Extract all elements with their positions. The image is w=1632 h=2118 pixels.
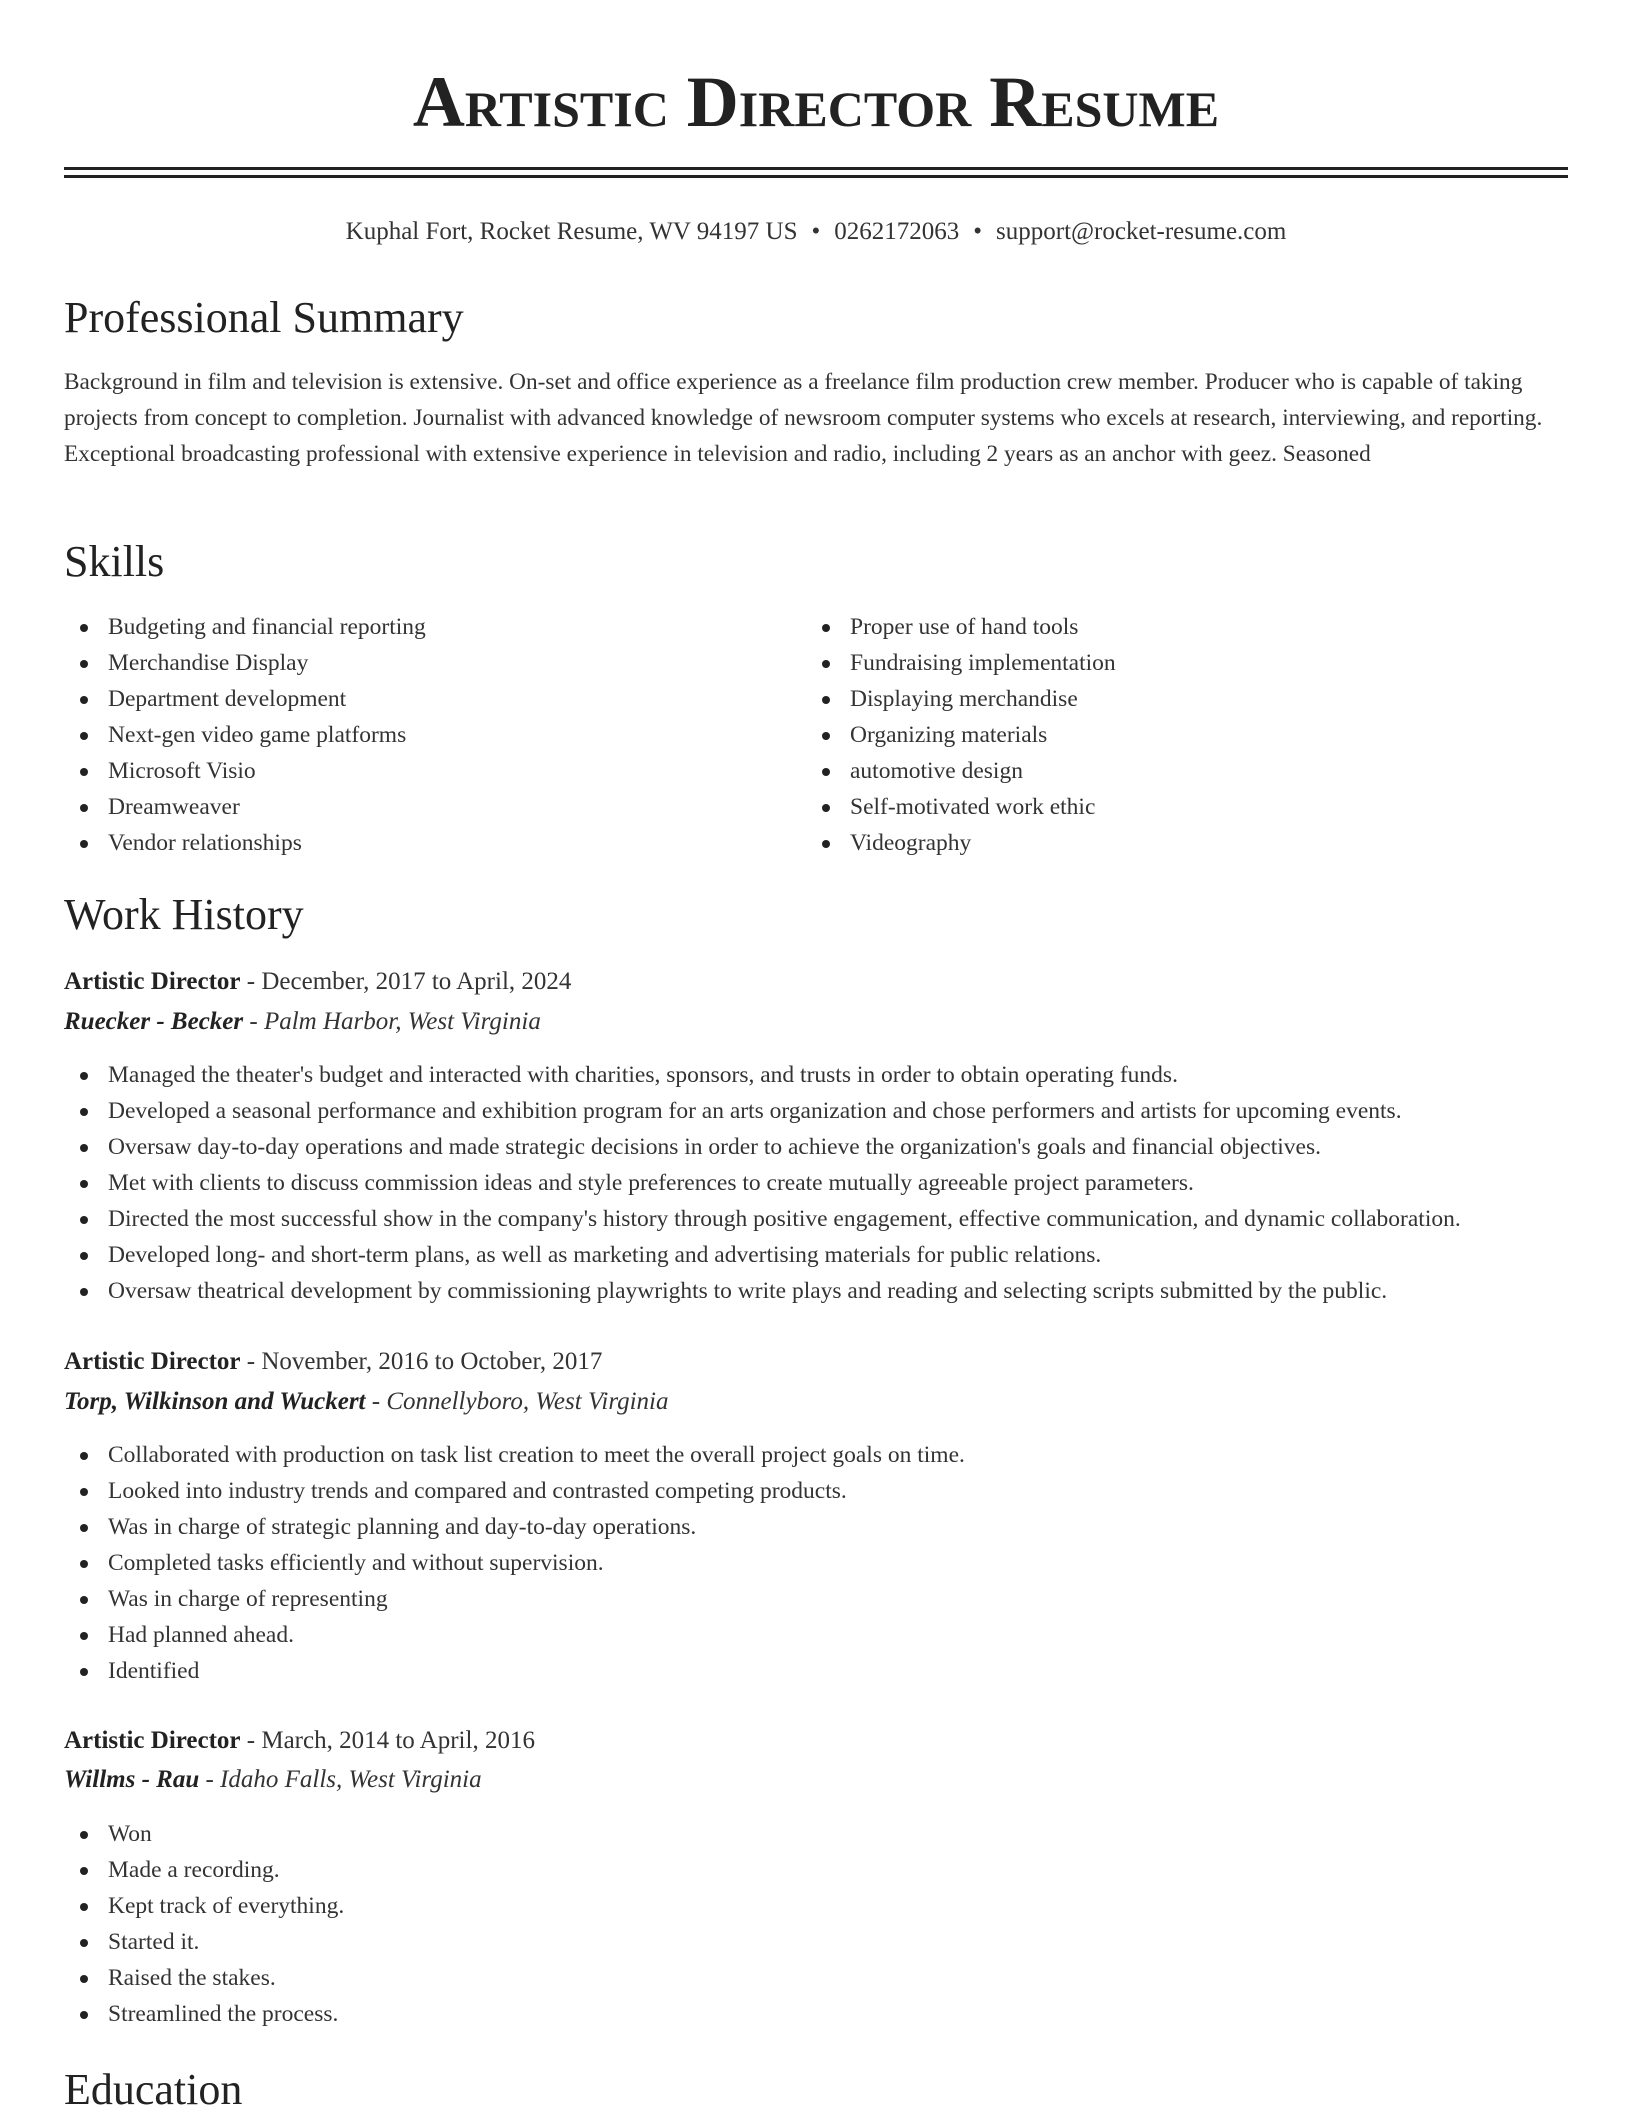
job-title: Artistic Director: [64, 1348, 241, 1375]
job-location: - Idaho Falls, West Virginia: [205, 1766, 482, 1793]
job-dates: - December, 2017 to April, 2024: [246, 968, 572, 995]
job-duty: Won: [64, 1816, 344, 1852]
job-company-line: [64, 1004, 541, 1040]
skill-item: automotive design: [806, 753, 1116, 789]
job-company-line: [64, 1384, 669, 1420]
skill-item: Vendor relationships: [64, 825, 426, 861]
skill-item: Dreamweaver: [64, 789, 426, 825]
job-location: - Palm Harbor, West Virginia: [249, 1008, 541, 1035]
skill-item: Displaying merchandise: [806, 681, 1116, 717]
skill-item: Organizing materials: [806, 717, 1116, 753]
contact-separator: •: [973, 218, 983, 245]
job-duty: Directed the most successful show in the company's history through positive engagement, effective communication, and dynamic collaboration.: [64, 1201, 1461, 1237]
skills-heading: Skills: [64, 537, 165, 586]
contact-separator: •: [811, 218, 821, 245]
job-duty: Made a recording.: [64, 1852, 344, 1888]
job-duty: Was in charge of representing: [64, 1581, 965, 1617]
job-duty: Oversaw day-to-day operations and made strategic decisions in order to achieve the organization's goals and financial objectives.: [64, 1129, 1461, 1165]
contact-address: Kuphal Fort, Rocket Resume, WV 94197 US: [345, 218, 798, 245]
job-location: - Connellyboro, West Virginia: [371, 1388, 669, 1415]
job-dates: - November, 2016 to October, 2017: [246, 1348, 603, 1375]
job-duty: Was in charge of strategic planning and day-to-day operations.: [64, 1509, 965, 1545]
skill-item: Fundraising implementation: [806, 645, 1116, 681]
job-duty: Developed a seasonal performance and exhibition program for an arts organization and chose performers and artists for upcoming events.: [64, 1093, 1461, 1129]
job-company-line: [64, 1762, 482, 1798]
summary-text: Background in film and television is extensive. On-set and office experience as a freelance film production crew member. Producer who is capable of taking projects from concept to completion. Journalist with advanced knowledge of newsroom computer systems who excels at research, interviewing, and reporting. Exceptional broadcasting professional with extensive experience in television and radio, including 2 years as an anchor with geez. Seasoned: [64, 369, 1543, 467]
education-heading: Education: [64, 2065, 243, 2114]
job-company: Torp, Wilkinson and Wuckert: [64, 1388, 366, 1415]
skill-item: Budgeting and financial reporting: [64, 609, 426, 645]
skill-item: Self-motivated work ethic: [806, 789, 1116, 825]
contact-line: [0, 214, 1632, 250]
job-duty: Looked into industry trends and compared and contrasted competing products.: [64, 1473, 965, 1509]
job-company: Ruecker - Becker: [64, 1008, 244, 1035]
contact-phone: 0262172063: [834, 218, 960, 245]
job-duty: Raised the stakes.: [64, 1960, 344, 1996]
job-duty: Managed the theater's budget and interacted with charities, sponsors, and trusts in order to obtain operating funds.: [64, 1057, 1461, 1093]
skill-item: Merchandise Display: [64, 645, 426, 681]
skill-item: Microsoft Visio: [64, 753, 426, 789]
job-duty: Identified: [64, 1653, 965, 1689]
job-duty: Streamlined the process.: [64, 1996, 344, 2032]
job-title-line: [64, 1344, 602, 1380]
job-duty: Collaborated with production on task list creation to meet the overall project goals on time.: [64, 1437, 965, 1473]
job-duty: Oversaw theatrical development by commissioning playwrights to write plays and reading and selecting scripts submitted by the public.: [64, 1273, 1461, 1309]
job-duties-list: [64, 1057, 1461, 1309]
title-divider-top: [64, 167, 1568, 170]
job-duty: Completed tasks efficiently and without supervision.: [64, 1545, 965, 1581]
skill-item: Department development: [64, 681, 426, 717]
job-duty: Kept track of everything.: [64, 1888, 344, 1924]
job-title-line: [64, 964, 571, 1000]
contact-email[interactable]: support@rocket-resume.com: [996, 218, 1287, 245]
job-company: Willms - Rau: [64, 1766, 200, 1793]
skills-list-right: [806, 609, 1116, 861]
job-title: Artistic Director: [64, 1727, 241, 1754]
page-title: Artistic Director Resume: [412, 62, 1220, 142]
job-duty: Had planned ahead.: [64, 1617, 965, 1653]
summary-heading: Professional Summary: [64, 293, 464, 342]
job-title-line: [64, 1723, 535, 1759]
skill-item: Next-gen video game platforms: [64, 717, 426, 753]
job-duties-list: [64, 1816, 344, 2032]
skills-list-left: [64, 609, 426, 861]
job-duties-list: [64, 1437, 965, 1689]
skill-item: Proper use of hand tools: [806, 609, 1116, 645]
job-duty: Developed long- and short-term plans, as well as marketing and advertising materials for public relations.: [64, 1237, 1461, 1273]
job-duty: Started it.: [64, 1924, 344, 1960]
job-dates: - March, 2014 to April, 2016: [246, 1727, 535, 1754]
work-history-heading: Work History: [64, 890, 304, 939]
title-divider-bottom: [64, 175, 1568, 178]
skill-item: Videography: [806, 825, 1116, 861]
job-duty: Met with clients to discuss commission ideas and style preferences to create mutually agreeable project parameters.: [64, 1165, 1461, 1201]
job-title: Artistic Director: [64, 968, 241, 995]
